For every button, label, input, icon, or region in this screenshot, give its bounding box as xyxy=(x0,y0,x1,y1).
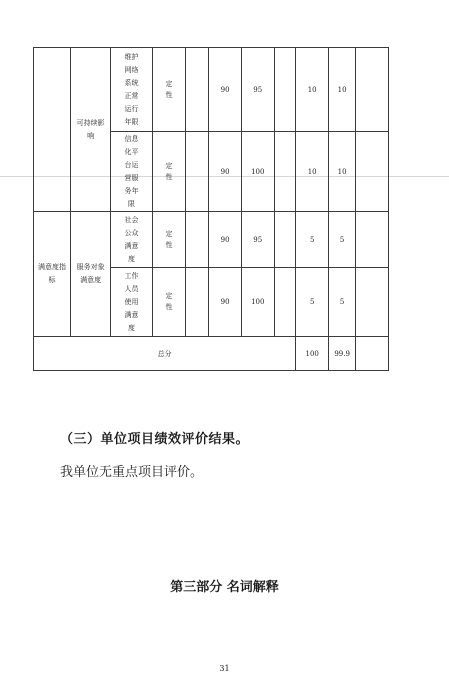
blank-cell xyxy=(274,268,296,337)
blank-cell xyxy=(356,212,389,268)
table-row xyxy=(34,48,389,132)
part-title: 第三部分 名词解释 xyxy=(170,580,279,595)
blank-cell xyxy=(274,132,296,212)
blank-cell xyxy=(186,268,209,337)
total-score: 99.9 xyxy=(329,337,356,371)
nature-cell: 定性 xyxy=(152,212,186,268)
actual-cell: 95 xyxy=(241,212,274,268)
performance-table xyxy=(33,47,389,371)
total-row xyxy=(34,337,389,371)
score-cell: 10 xyxy=(329,132,356,212)
table-row xyxy=(34,212,389,268)
blank-cell xyxy=(356,337,389,371)
level2-cell: 可持续影响 xyxy=(71,48,111,212)
indicator-cell: 信息化平台运营服务年限 xyxy=(111,132,152,212)
page-number: 31 xyxy=(219,664,230,673)
section-body: 我单位无重点项目评价。 xyxy=(60,465,204,480)
actual-cell: 100 xyxy=(241,268,274,337)
indicator-cell: 工作人员使用满意度 xyxy=(111,268,152,337)
blank-cell xyxy=(356,132,389,212)
indicator-cell: 维护网络系统正常运行年限 xyxy=(111,48,152,132)
score-cell: 5 xyxy=(329,212,356,268)
level2-cell: 服务对象满意度 xyxy=(71,212,111,337)
level1-cell: 满意度指标 xyxy=(34,212,71,337)
blank-cell xyxy=(356,48,389,132)
actual-cell: 95 xyxy=(241,48,274,132)
score-cell: 10 xyxy=(329,48,356,132)
target-cell: 90 xyxy=(209,48,242,132)
nature-cell: 定性 xyxy=(152,132,186,212)
target-cell: 90 xyxy=(209,268,242,337)
blank-cell xyxy=(186,212,209,268)
weight-cell: 5 xyxy=(296,212,329,268)
nature-cell: 定性 xyxy=(152,268,186,337)
target-cell: 90 xyxy=(209,212,242,268)
total-weight: 100 xyxy=(296,337,329,371)
weight-cell: 10 xyxy=(296,132,329,212)
blank-cell xyxy=(186,132,209,212)
score-cell: 5 xyxy=(329,268,356,337)
blank-cell xyxy=(274,48,296,132)
blank-cell xyxy=(274,212,296,268)
blank-cell xyxy=(356,268,389,337)
total-label: 总分 xyxy=(34,337,296,371)
target-cell: 90 xyxy=(209,132,242,212)
weight-cell: 10 xyxy=(296,48,329,132)
section-heading: （三）单位项目绩效评价结果。 xyxy=(60,432,250,447)
weight-cell: 5 xyxy=(296,268,329,337)
blank-cell xyxy=(186,48,209,132)
indicator-cell: 社会公众满意度 xyxy=(111,212,152,268)
nature-cell: 定性 xyxy=(152,48,186,132)
level1-cell xyxy=(34,48,71,212)
actual-cell: 100 xyxy=(241,132,274,212)
